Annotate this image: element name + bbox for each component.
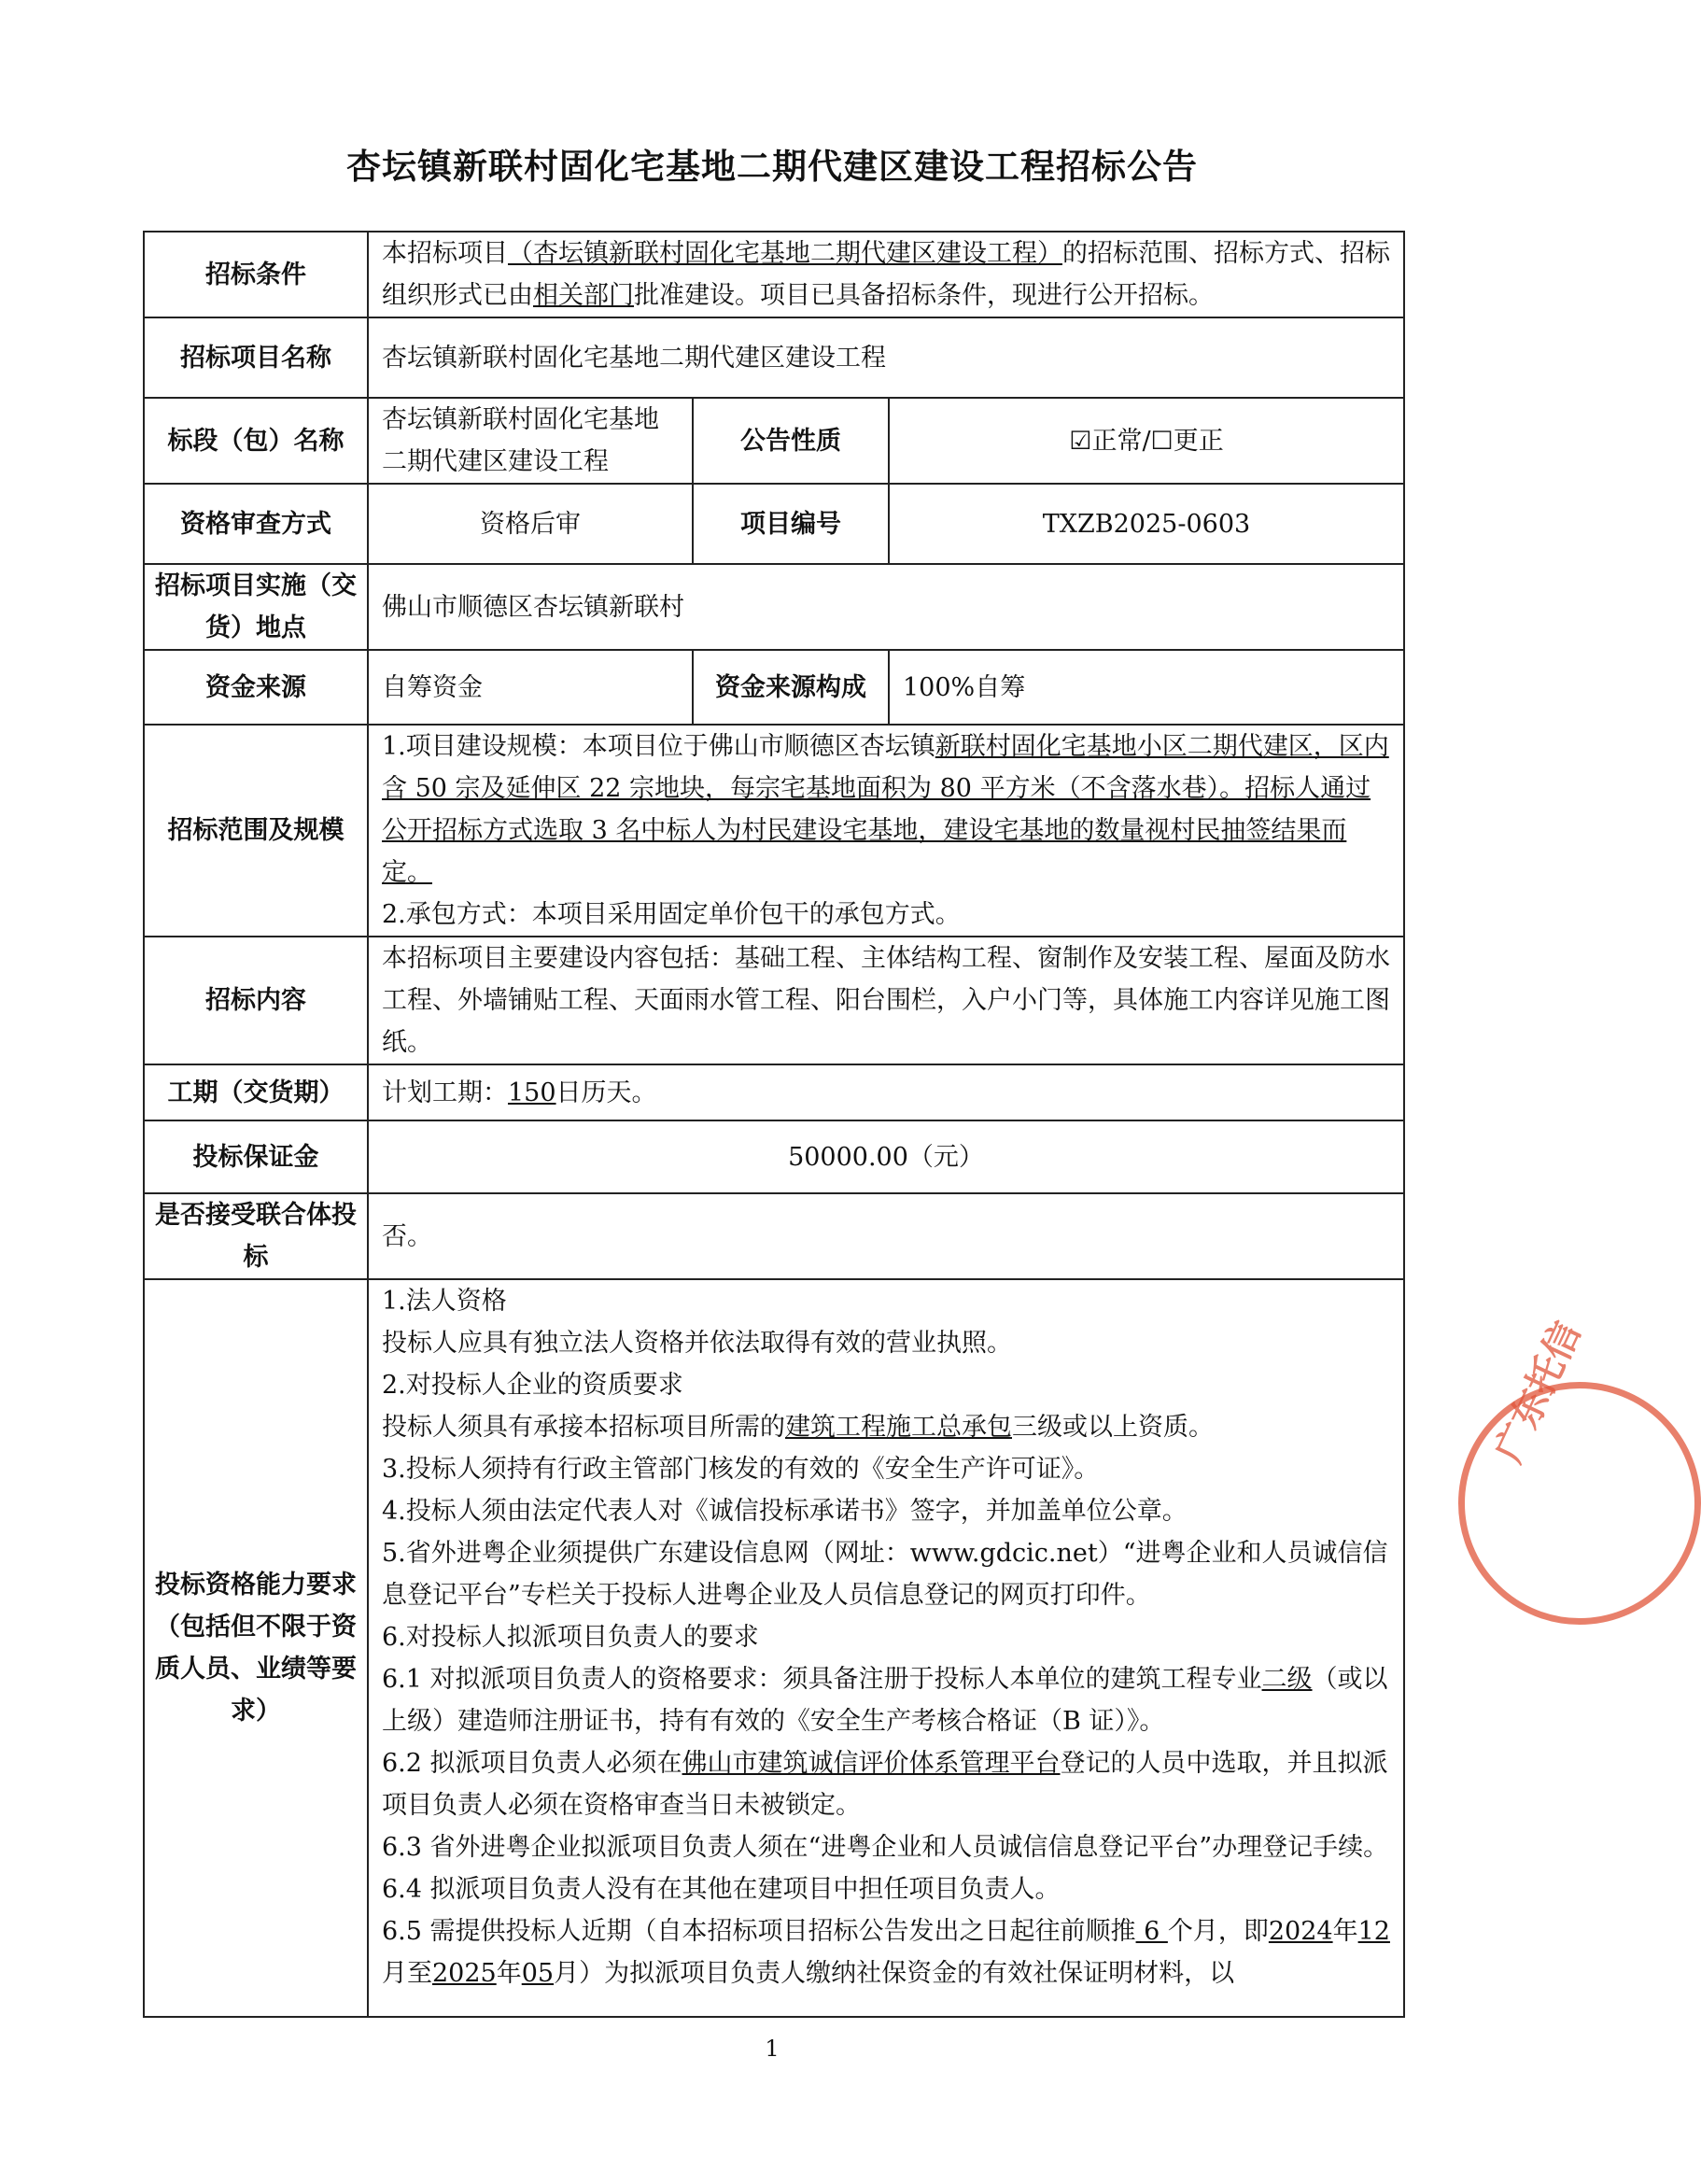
- project-name-value: 杏坛镇新联村固化宅基地二期代建区建设工程: [368, 317, 1404, 398]
- consortium-value: 否。: [368, 1193, 1404, 1279]
- content-value: 本招标项目主要建设内容包括：基础工程、主体结构工程、窗制作及安装工程、屋面及防水工程、外墙铺贴工程、天面雨水管工程、阳台围栏，入户小门等，具体施工内容详见施工图纸。: [368, 937, 1404, 1064]
- project-name-underlined: （杏坛镇新联村固化宅基地二期代建区建设工程）: [508, 239, 1062, 268]
- row-conditions: [144, 232, 1404, 317]
- section-label: 标段（包）名称: [144, 398, 368, 484]
- content-label: 招标内容: [144, 937, 368, 1064]
- dept-underlined: 相关部门: [533, 281, 634, 310]
- conditions-label: 招标条件: [144, 232, 368, 317]
- row-period: [144, 1064, 1404, 1120]
- section-value: 杏坛镇新联村固化宅基地二期代建区建设工程: [368, 398, 693, 484]
- requirements-value: 1.法人资格 投标人应具有独立法人资格并依法取得有效的营业执照。 2.对投标人企业的资质要求 投标人须具有承接本招标项目所需的建筑工程施工总承包三级或以上资质。 3.投标人须持有行政主管部门核发的有效的《安全生产许可证》。 4.投标人须由法定代表人对《诚信投标承诺书》签字，并加盖单位公章。 5.省外进粤企业须提供广东建设信息网（网址：www.gdcic.net）“进粤企业和人员诚信信息登记平台”专栏关于投标人进粤企业及人员信息登记的网页打印件。 6.对投标人拟派项目负责人的要求 6.1 对拟派项目负责人的资格要求：须具备注册于投标人本单位的建筑工程专业二级（或以上级）建造师注册证书，持有有效的《安全生产考核合格证（B 证）》。 6.2 拟派项目负责人必须在佛山市建筑诚信评价体系管理平台登记的人员中选取，并且拟派项目负责人必须在资格审查当日未被锁定。 6.3 省外进粤企业拟派项目负责人须在“进粤企业和人员诚信信息登记平台”办理登记手续。 6.4 拟派项目负责人没有在其他在建项目中担任项目负责人。 6.5 需提供投标人近期（自本招标项目招标公告发出之日起往前顺推 6 个月，即2024年12月至2025年05月）为拟派项目负责人缴纳社保资金的有效社保证明材料，以: [368, 1279, 1404, 2017]
- row-location: [144, 564, 1404, 650]
- page-number: 1: [765, 2036, 780, 2062]
- period-label: 工期（交货期）: [144, 1064, 368, 1120]
- deposit-value: 50000.00（元）: [368, 1120, 1404, 1193]
- document-title: 杏坛镇新联村固化宅基地二期代建区建设工程招标公告: [346, 147, 1198, 187]
- nature-label: 公告性质: [693, 398, 889, 484]
- qualification-value: 资格后审: [368, 484, 693, 564]
- consortium-label: 是否接受联合体投标: [144, 1193, 368, 1279]
- project-code-label: 项目编号: [693, 484, 889, 564]
- deposit-label: 投标保证金: [144, 1120, 368, 1193]
- funding-value: 自筹资金: [368, 650, 693, 725]
- tender-info-table: [143, 231, 1405, 2018]
- project-code-value: TXZB2025-0603: [889, 484, 1404, 564]
- row-section: [144, 398, 1404, 484]
- scope-label: 招标范围及规模: [144, 725, 368, 937]
- scope-underlined: 新联村固化宅基地小区二期代建区，区内含 50 宗及延伸区 22 宗地块，每宗宅基地面积为 80 平方米（不含落水巷）。招标人通过公开招标方式选取 3 名中标人为村民建设宅基地，建设宅基地的数量视村民抽签结果而定。: [382, 732, 1389, 887]
- funding-composition-label: 资金来源构成: [693, 650, 889, 725]
- row-funding: [144, 650, 1404, 725]
- row-content: [144, 937, 1404, 1064]
- row-consortium: [144, 1193, 1404, 1279]
- conditions-value: 本招标项目（杏坛镇新联村固化宅基地二期代建区建设工程）的招标范围、招标方式、招标组织形式已由相关部门批准建设。项目已具备招标条件，现进行公开招标。: [368, 232, 1404, 317]
- row-deposit: [144, 1120, 1404, 1193]
- location-value: 佛山市顺德区杏坛镇新联村: [368, 564, 1404, 650]
- row-scope: [144, 725, 1404, 937]
- row-requirements: [144, 1279, 1404, 2017]
- funding-label: 资金来源: [144, 650, 368, 725]
- qualification-label: 资格审查方式: [144, 484, 368, 564]
- funding-composition-value: 100%自筹: [889, 650, 1404, 725]
- scope-value: 1.项目建设规模：本项目位于佛山市顺德区杏坛镇新联村固化宅基地小区二期代建区，区内含 50 宗及延伸区 22 宗地块，每宗宅基地面积为 80 平方米（不含落水巷）。招标人通过公开招标方式选取 3 名中标人为村民建设宅基地，建设宅基地的数量视村民抽签结果而定。 2.承包方式：本项目采用固定单价包干的承包方式。: [368, 725, 1404, 937]
- project-name-label: 招标项目名称: [144, 317, 368, 398]
- period-value: 计划工期：150日历天。: [368, 1064, 1404, 1120]
- nature-value: ☑正常/☐更正: [889, 398, 1404, 484]
- row-qualification: [144, 484, 1404, 564]
- requirements-label: 投标资格能力要求（包括但不限于资质人员、业绩等要求）: [144, 1279, 368, 2017]
- row-project-name: [144, 317, 1404, 398]
- seal-text: 广东托信: [1487, 1315, 1590, 1470]
- location-label: 招标项目实施（交货）地点: [144, 564, 368, 650]
